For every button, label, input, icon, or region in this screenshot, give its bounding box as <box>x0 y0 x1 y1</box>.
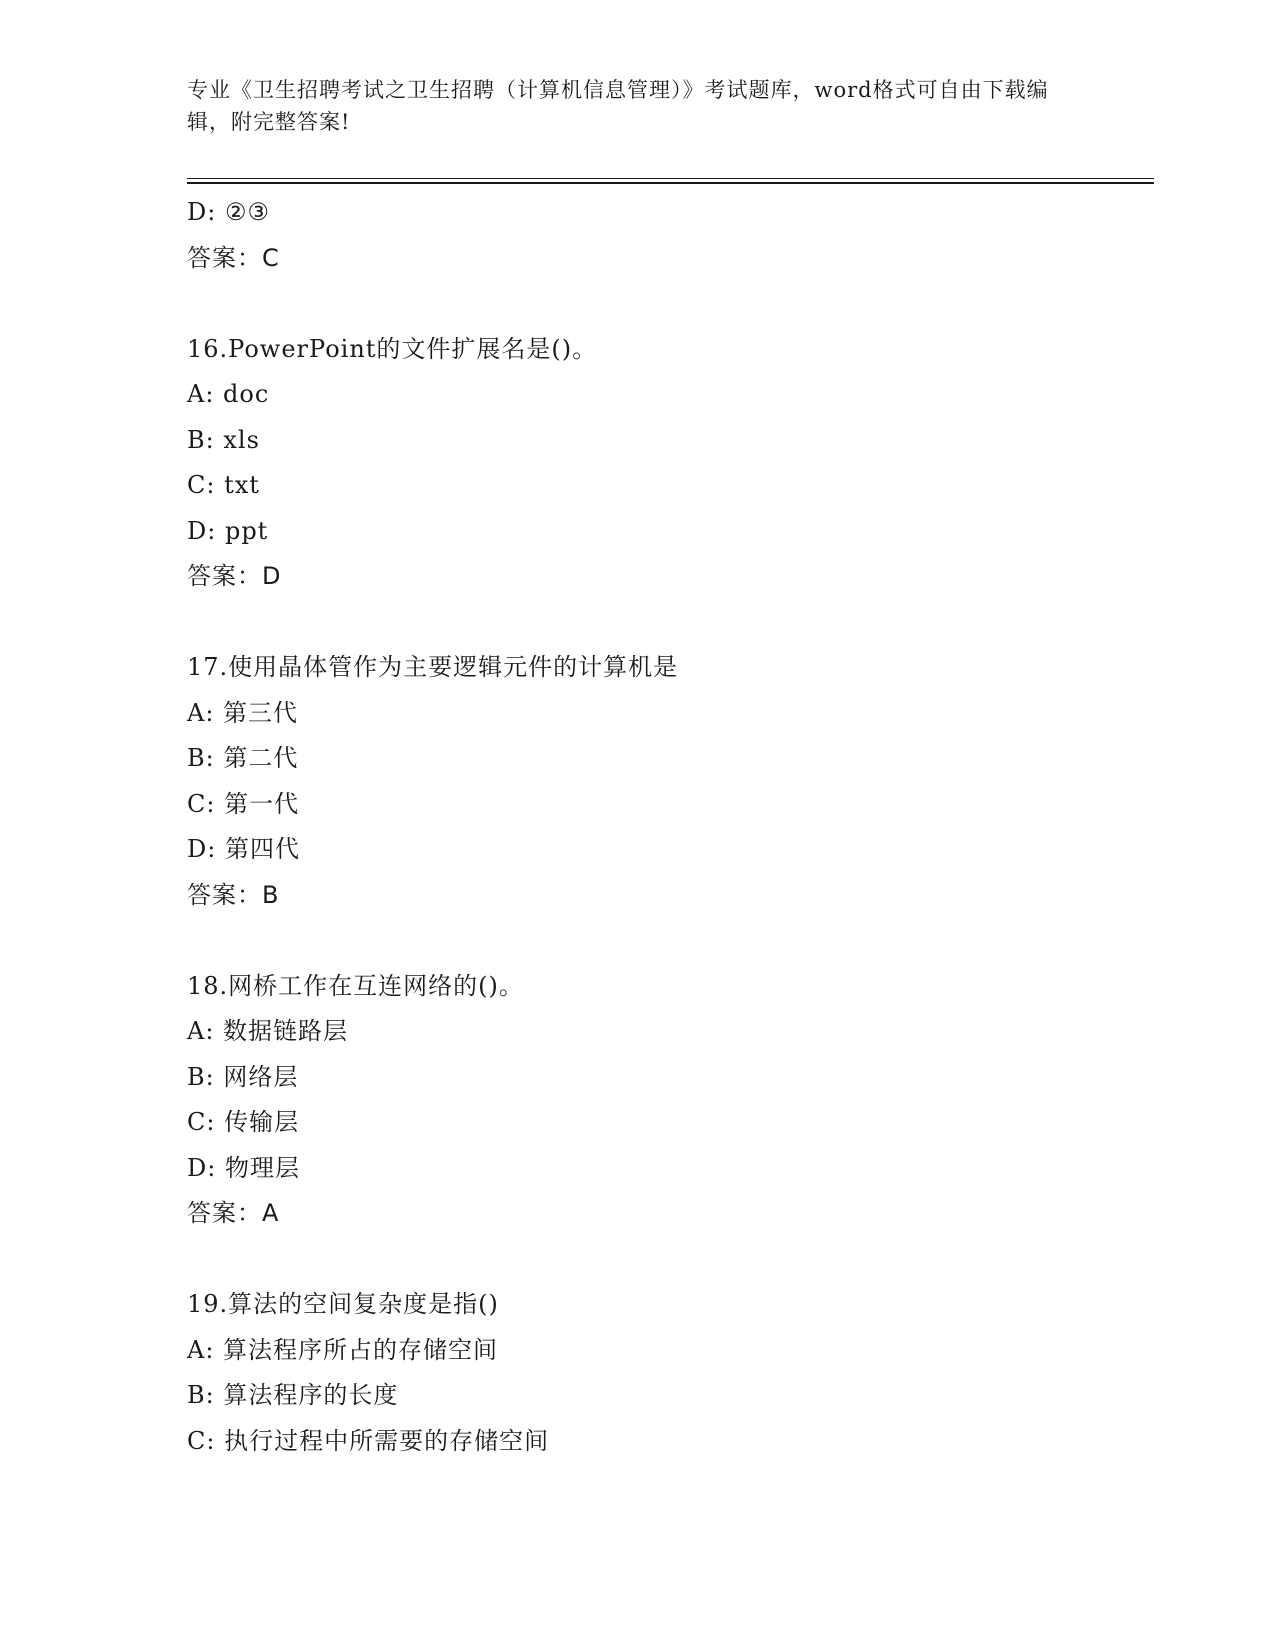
question-17-option-d: D: 第四代 <box>187 835 300 863</box>
question-18-answer: 答案：A <box>187 1199 280 1227</box>
question-16-stem: 16.PowerPoint的文件扩展名是()。 <box>187 334 598 363</box>
carry-over-answer: 答案：C <box>187 243 280 272</box>
header-divider-top <box>187 178 1154 179</box>
question-16-option-b: B: xls <box>187 425 260 454</box>
question-19-option-b: B: 算法程序的长度 <box>187 1381 399 1409</box>
document-header-title: 专业《卫生招聘考试之卫生招聘（计算机信息管理）》考试题库，word格式可自由下载编辑，附完整答案! <box>187 78 1049 134</box>
question-19-stem: 19.算法的空间复杂度是指() <box>187 1290 499 1318</box>
question-17-stem: 17.使用晶体管作为主要逻辑元件的计算机是 <box>187 653 679 681</box>
carry-over-option-d: D: ②③ <box>187 198 270 226</box>
question-16-answer: 答案：D <box>187 562 282 590</box>
question-list <box>187 190 1147 1464</box>
question-16-option-c: C: txt <box>187 471 260 499</box>
question-19-option-a: A: 算法程序所占的存储空间 <box>187 1335 499 1364</box>
question-17-option-a: A: 第三代 <box>187 698 299 727</box>
question-19-option-c: C: 执行过程中所需要的存储空间 <box>187 1426 550 1455</box>
question-18-option-d: D: 物理层 <box>187 1153 300 1182</box>
question-16-option-d: D: ppt <box>187 516 269 545</box>
question-17-answer: 答案：B <box>187 880 280 909</box>
question-18-stem: 18.网桥工作在互连网络的()。 <box>187 971 524 1000</box>
question-17-option-b: B: 第二代 <box>187 744 299 772</box>
question-17-option-c: C: 第一代 <box>187 789 300 818</box>
question-18-option-c: C: 传输层 <box>187 1108 300 1136</box>
question-18-option-b: B: 网络层 <box>187 1062 299 1091</box>
header-divider-bottom <box>187 182 1154 184</box>
question-16-option-a: A: doc <box>187 380 270 408</box>
question-18-option-a: A: 数据链路层 <box>187 1017 349 1045</box>
